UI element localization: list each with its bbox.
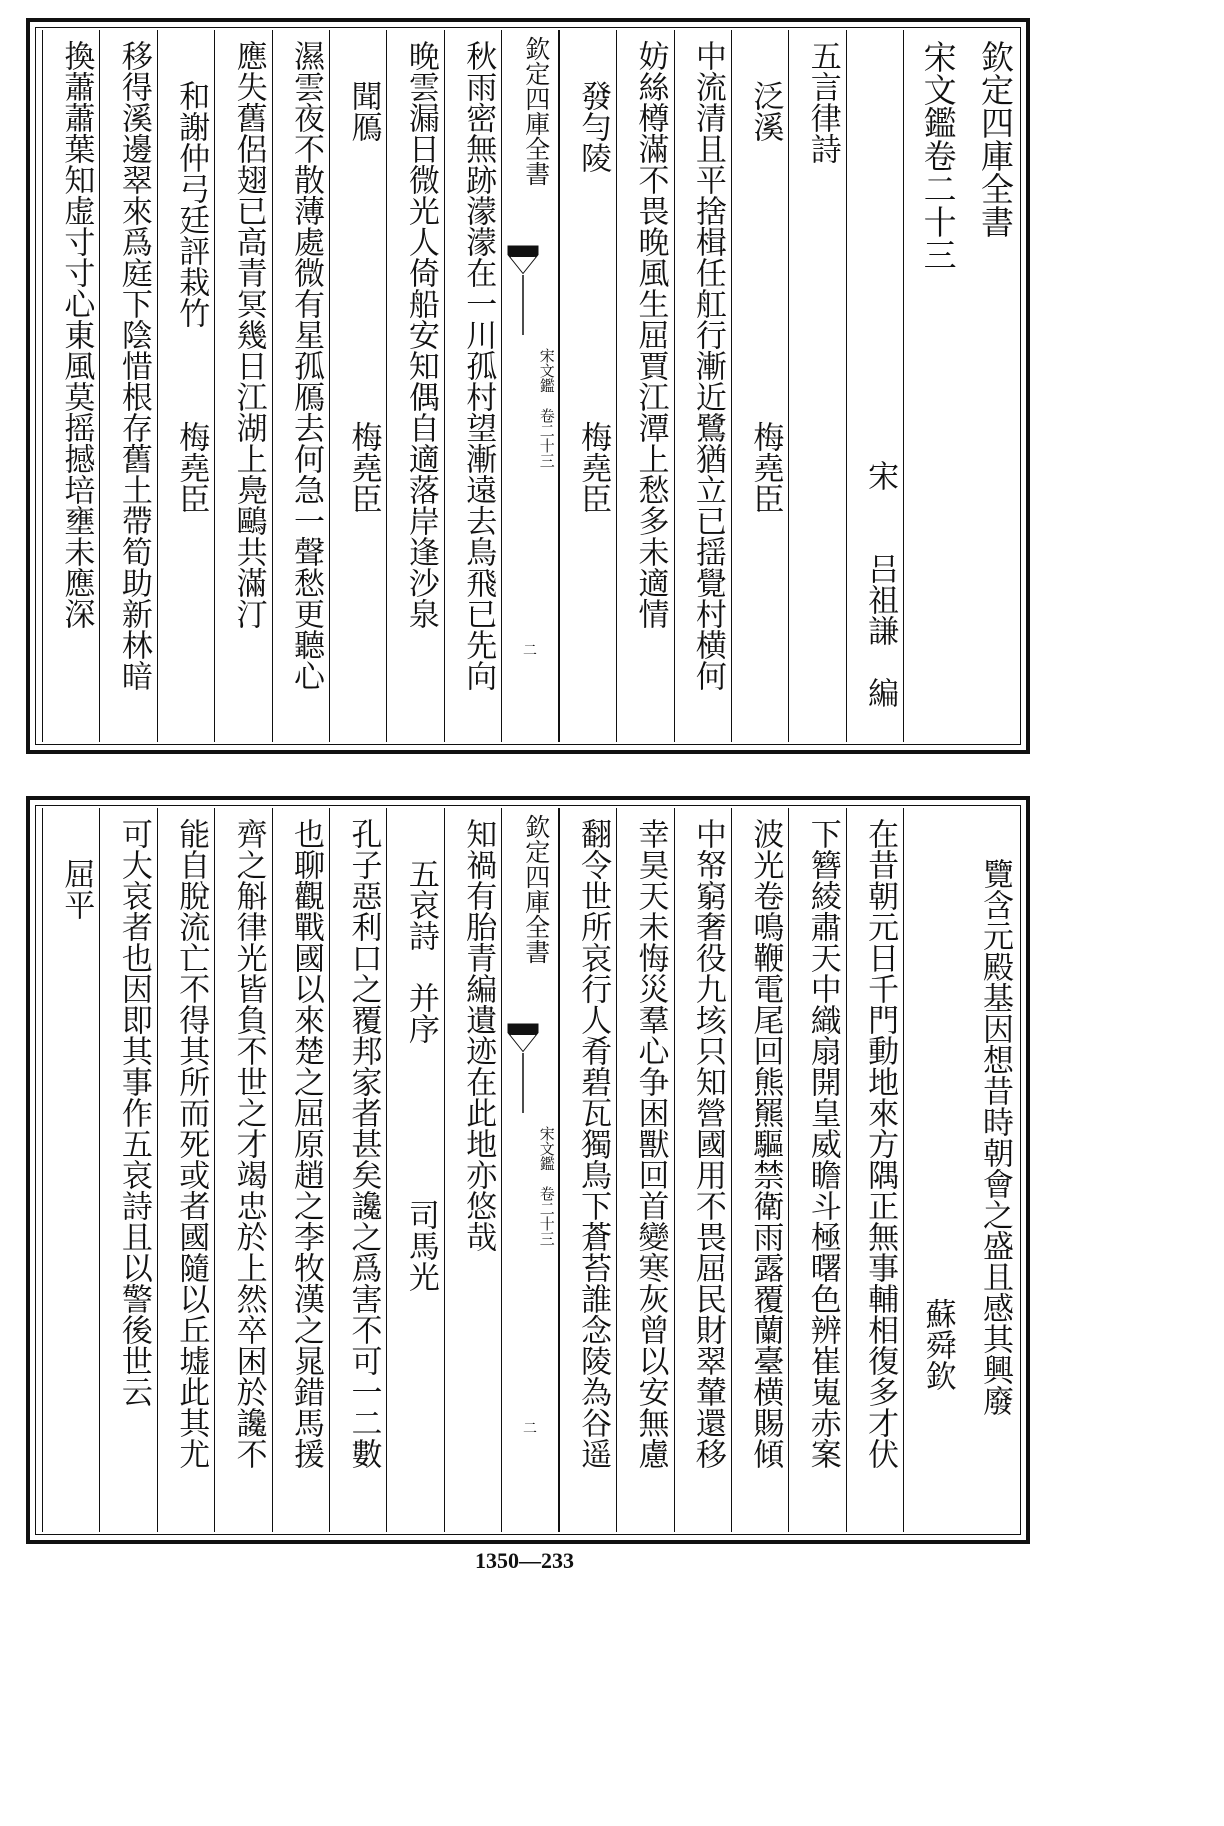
column-text: 欽定四庫全書 (975, 40, 1015, 238)
column-text: 聞鴈 梅堯臣 (345, 80, 382, 514)
text-column (846, 808, 903, 1532)
text-column (674, 808, 731, 1532)
column-text: 中流清且平捨楫任舡行漸近鷺猶立已揺覺村横何 (689, 40, 726, 691)
text-column (386, 808, 443, 1532)
text-column (846, 30, 903, 742)
column-text: 屈平 (58, 858, 95, 920)
gutter-subtitle: 宋文鑑 卷二十三 (537, 1126, 556, 1246)
column-text: 妨絲樽滿不畏晚風生屈賈江潭上愁多未適情 (632, 40, 669, 629)
fold-gutter (501, 808, 558, 1532)
text-column (616, 30, 673, 742)
column-text: 應失舊侶翅已高青冥幾日江湖上鳧鷗共滿汀 (230, 40, 267, 629)
text-column (788, 30, 845, 742)
text-column (42, 30, 99, 742)
text-column (42, 808, 99, 1532)
column-text: 覽含元殿基因想昔時朝會之盛且感其興廢 (976, 858, 1013, 1416)
text-column (674, 30, 731, 742)
text-column (616, 808, 673, 1532)
upper-page-frame (26, 18, 1030, 754)
text-column (559, 808, 616, 1532)
fishtail-mark-icon (507, 1023, 539, 1113)
column-text: 在昔朝元日千門動地來方隅正無事輔相復多才伏 (862, 818, 899, 1469)
column-text: 下簪綾肅天中織扇開皇威瞻斗極曙色辨崔嵬赤案 (804, 818, 841, 1469)
fishtail-mark-icon (507, 245, 539, 335)
gutter-title: 欽定四庫全書 (521, 814, 551, 964)
text-column (272, 808, 329, 1532)
column-text: 蘇舜欽 (919, 1298, 956, 1391)
lower-page-frame (26, 796, 1030, 1544)
column-text: 可大哀者也因即其事作五哀詩且以警後世云 (115, 818, 152, 1407)
text-column (731, 808, 788, 1532)
text-column (386, 30, 443, 742)
text-column (157, 808, 214, 1532)
column-text: 換蕭蕭葉知虚寸寸心東風莫摇撼培壅未應深 (58, 40, 95, 629)
text-column (329, 30, 386, 742)
column-text: 齊之斛律光皆負不世之才竭忠於上然卒困於讒不 (230, 818, 267, 1469)
page-number: 1350—233 (475, 1548, 574, 1573)
column-text: 能自脫流亡不得其所而死或者國隨以丘墟此其尤 (173, 818, 210, 1469)
text-column (903, 30, 960, 742)
text-column (329, 808, 386, 1532)
column-text: 濕雲夜不散薄處微有星孤鴈去何急一聲愁更聽心 (288, 40, 325, 691)
column-text: 泛溪 梅堯臣 (747, 80, 784, 514)
column-text: 宋 吕祖謙 編 (862, 460, 899, 708)
column-text: 發勻陵 梅堯臣 (575, 80, 612, 514)
fold-gutter (501, 30, 558, 742)
text-column (272, 30, 329, 742)
column-text: 五哀詩 并序 司馬光 (402, 858, 439, 1292)
column-text: 秋雨密無跡濛濛在一川孤村望漸遠去鳥飛已先向 (460, 40, 497, 691)
gutter-title: 欽定四庫全書 (521, 36, 551, 186)
text-column (788, 808, 845, 1532)
column-text: 波光卷鳴鞭電尾回熊羆驅禁衛雨露覆蘭臺横賜傾 (747, 818, 784, 1469)
text-column (157, 30, 214, 742)
column-text: 幸昊天未悔災羣心争困獸回首變寒灰曾以安無慮 (632, 818, 669, 1469)
text-column (961, 808, 1018, 1532)
column-text: 宋文鑑卷二十三 (918, 40, 958, 271)
column-text: 移得溪邊翠來爲庭下陰惜根存舊土帶筍助新林暗 (115, 40, 152, 691)
text-column (559, 30, 616, 742)
text-column (444, 30, 501, 742)
gutter-leaf-number: 二 (522, 643, 537, 659)
column-text: 知禍有胎青編遺迹在此地亦悠哉 (460, 818, 497, 1252)
column-text: 五言律詩 (804, 40, 841, 164)
column-text: 中帑窮奢役九垓只知營國用不畏屈民財翠輦還移 (689, 818, 726, 1469)
text-column (99, 30, 156, 742)
column-text: 翻令世所哀行人肴碧瓦獨鳥下蒼苔誰念陵為谷遥 (575, 818, 612, 1469)
column-text: 孔子惡利口之覆邦家者甚矣讒之爲害不可一二數 (345, 818, 382, 1469)
column-text: 晚雲漏日微光人倚船安知偶自適落岸逢沙泉 (402, 40, 439, 629)
gutter-subtitle: 宋文鑑 卷二十三 (537, 348, 556, 468)
gutter-leaf-number: 二 (522, 1421, 537, 1437)
text-column (961, 30, 1018, 742)
text-column (731, 30, 788, 742)
column-text: 也聊觀戰國以來楚之屈原趙之李牧漢之晁錯馬援 (288, 818, 325, 1469)
column-text: 和謝仲弓廷評栽竹 梅堯臣 (173, 80, 210, 514)
text-column (903, 808, 960, 1532)
text-column (444, 808, 501, 1532)
text-column (214, 30, 271, 742)
text-column (99, 808, 156, 1532)
text-column (214, 808, 271, 1532)
